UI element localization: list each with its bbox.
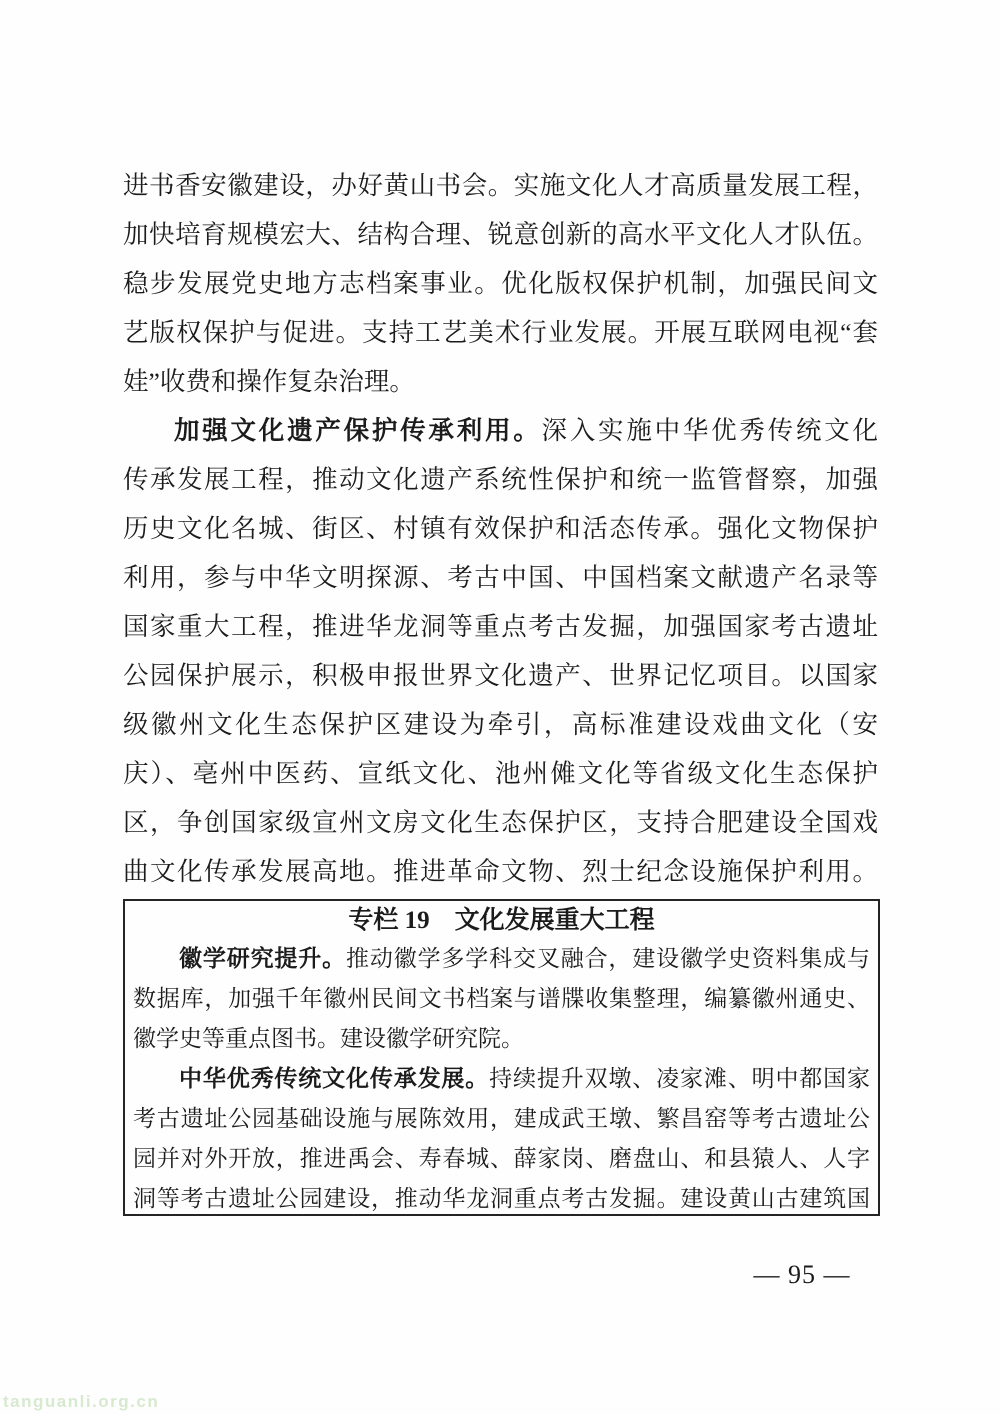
text-line: 数据库，加强千年徽州民间文书档案与谱牒收集整理，编纂徽州通史、 [133, 986, 870, 1011]
page-number: — 95 — [753, 1260, 851, 1289]
text-line: 进书香安徽建设，办好黄山书会。实施文化人才高质量发展工程， [123, 171, 878, 200]
text-line: 中华优秀传统文化传承发展。持续提升双墩、凌家滩、明中都国家 [179, 1066, 870, 1091]
text-line: 洞等考古遗址公园建设，推动华龙洞重点考古发掘。建设黄山古建筑国 [133, 1186, 870, 1211]
column-box-title: 专栏 19 文化发展重大工程 [348, 907, 655, 934]
text-line: 加强文化遗产保护传承利用。深入实施中华优秀传统文化 [174, 416, 878, 445]
text-line: 区，争创国家级宣州文房文化生态保护区，支持合肥建设全国戏 [123, 808, 878, 837]
column-box-body [133, 939, 870, 1216]
text-line: 徽学史等重点图书。建设徽学研究院。 [133, 1026, 524, 1051]
text-line: 级徽州文化生态保护区建设为牵引，高标准建设戏曲文化（安 [123, 710, 878, 739]
bold-lead-text: 中华优秀传统文化传承发展。 [179, 1066, 490, 1091]
column-box [123, 899, 880, 1216]
text-line: 稳步发展党史地方志档案事业。优化版权保护机制，加强民间文 [123, 269, 878, 298]
text-line: 园并对外开放，推进禹会、寿春城、薛家岗、磨盘山、和县猿人、人字 [133, 1146, 870, 1171]
bold-lead-text: 加强文化遗产保护传承利用。 [174, 416, 542, 445]
text-line: 利用，参与中华文明探源、考古中国、中国档案文献遗产名录等 [123, 563, 878, 592]
text-line: 公园保护展示，积极申报世界文化遗产、世界记忆项目。以国家 [123, 661, 878, 690]
bold-lead-text: 徽学研究提升。 [179, 946, 346, 971]
text-line: 徽学研究提升。推动徽学多学科交叉融合，建设徽学史资料集成与 [179, 946, 870, 971]
text-line: 艺版权保护与促进。支持工艺美术行业发展。开展互联网电视“套 [123, 318, 878, 347]
text-line: 曲文化传承发展高地。推进革命文物、烈士纪念设施保护利用。 [123, 857, 878, 886]
text-line: 历史文化名城、街区、村镇有效保护和活态传承。强化文物保护 [123, 514, 878, 543]
text-line: 加快培育规模宏大、结构合理、锐意创新的高水平文化人才队伍。 [123, 220, 878, 249]
text-line: 传承发展工程，推动文化遗产系统性保护和统一监管督察，加强 [123, 465, 878, 494]
text-line: 考古遗址公园基础设施与展陈效用，建成武王墩、繁昌窑等考古遗址公 [133, 1106, 870, 1131]
text-line: 庆）、亳州中医药、宣纸文化、池州傩文化等省级文化生态保护 [123, 759, 878, 788]
watermark: tanguanli.org.cn [3, 1392, 160, 1411]
text-line: 国家重大工程，推进华龙洞等重点考古发掘，加强国家考古遗址 [123, 612, 878, 641]
text-line: 娃”收费和操作复杂治理。 [123, 367, 415, 396]
body-text [123, 161, 878, 896]
